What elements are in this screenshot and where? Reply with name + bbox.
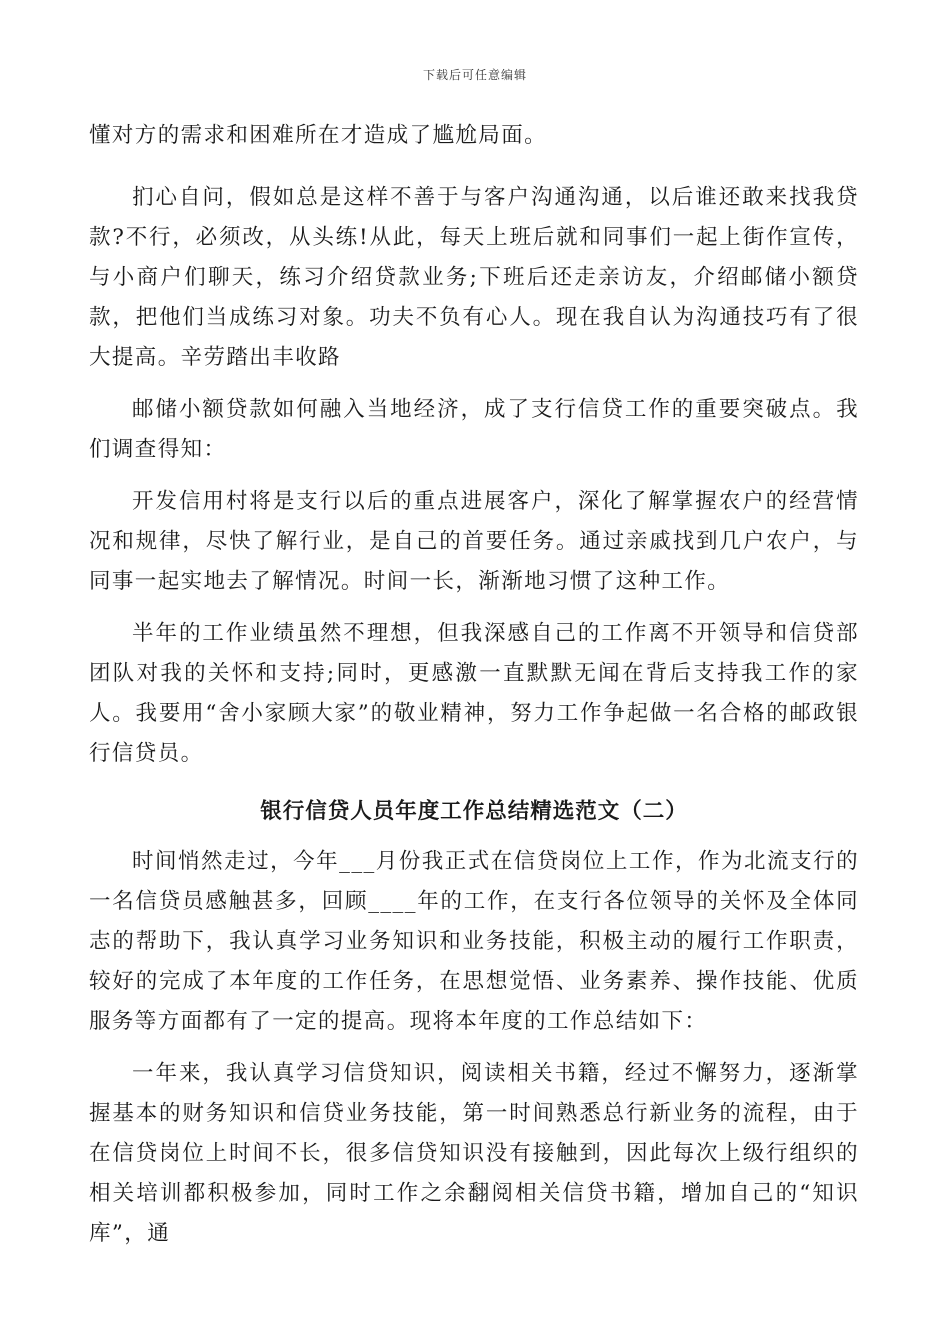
document-body xyxy=(89,116,859,1266)
paragraph: 开发信用村将是支行以后的重点进展客户，深化了解掌握农户的经营情况和规律，尽快了解行业，是自己的首要任务。通过亲戚找到几户农户，与同事一起实地去了解情况。时间一长，渐渐地习惯了这种工作。 xyxy=(89,489,859,594)
paragraph: 扪心自问，假如总是这样不善于与客户沟通沟通，以后谁还敢来找我贷款?不行，必须改，从头练!从此，每天上班后就和同事们一起上街作宣传，与小商户们聊天，练习介绍贷款业务;下班后还走亲访友，介绍邮储小额贷款，把他们当成练习对象。功夫不负有心人。现在我自认为沟通技巧有了很大提高。辛劳踏出丰收路 xyxy=(89,185,859,370)
paragraph: 一年来，我认真学习信贷知识，阅读相关书籍，经过不懈努力，逐渐掌握基本的财务知识和信贷业务技能，第一时间熟悉总行新业务的流程，由于在信贷岗位上时间不长，很多信贷知识没有接触到，因此每次上级行组织的相关培训都积极参加，同时工作之余翻阅相关信贷书籍，增加自己的“知识库”，通 xyxy=(89,1061,859,1246)
paragraph: 邮储小额贷款如何融入当地经济，成了支行信贷工作的重要突破点。我们调查得知： xyxy=(89,397,859,462)
section-title: 银行信贷人员年度工作总结精选范文（二） xyxy=(260,799,688,824)
paragraph: 时间悄然走过，今年___月份我正式在信贷岗位上工作，作为北流支行的一名信贷员感触甚多，回顾____年的工作，在支行各位领导的关怀及全体同志的帮助下，我认真学习业务知识和业务技能，积极主动的履行工作职责，较好的完成了本年度的工作任务，在思想觉悟、业务素养、操作技能、优质服务等方面都有了一定的提高。现将本年度的工作总结如下： xyxy=(89,849,859,1034)
paragraph-continuation: 懂对方的需求和困难所在才造成了尴尬局面。 xyxy=(89,123,548,148)
page-header-note: 下载后可任意编辑 xyxy=(422,68,527,82)
paragraph: 半年的工作业绩虽然不理想，但我深感自己的工作离不开领导和信贷部团队对我的关怀和支持;同时，更感激一直默默无闻在背后支持我工作的家人。我要用“舍小家顾大家”的敬业精神，努力工作争起做一名合格的邮政银行信贷员。 xyxy=(89,621,859,766)
